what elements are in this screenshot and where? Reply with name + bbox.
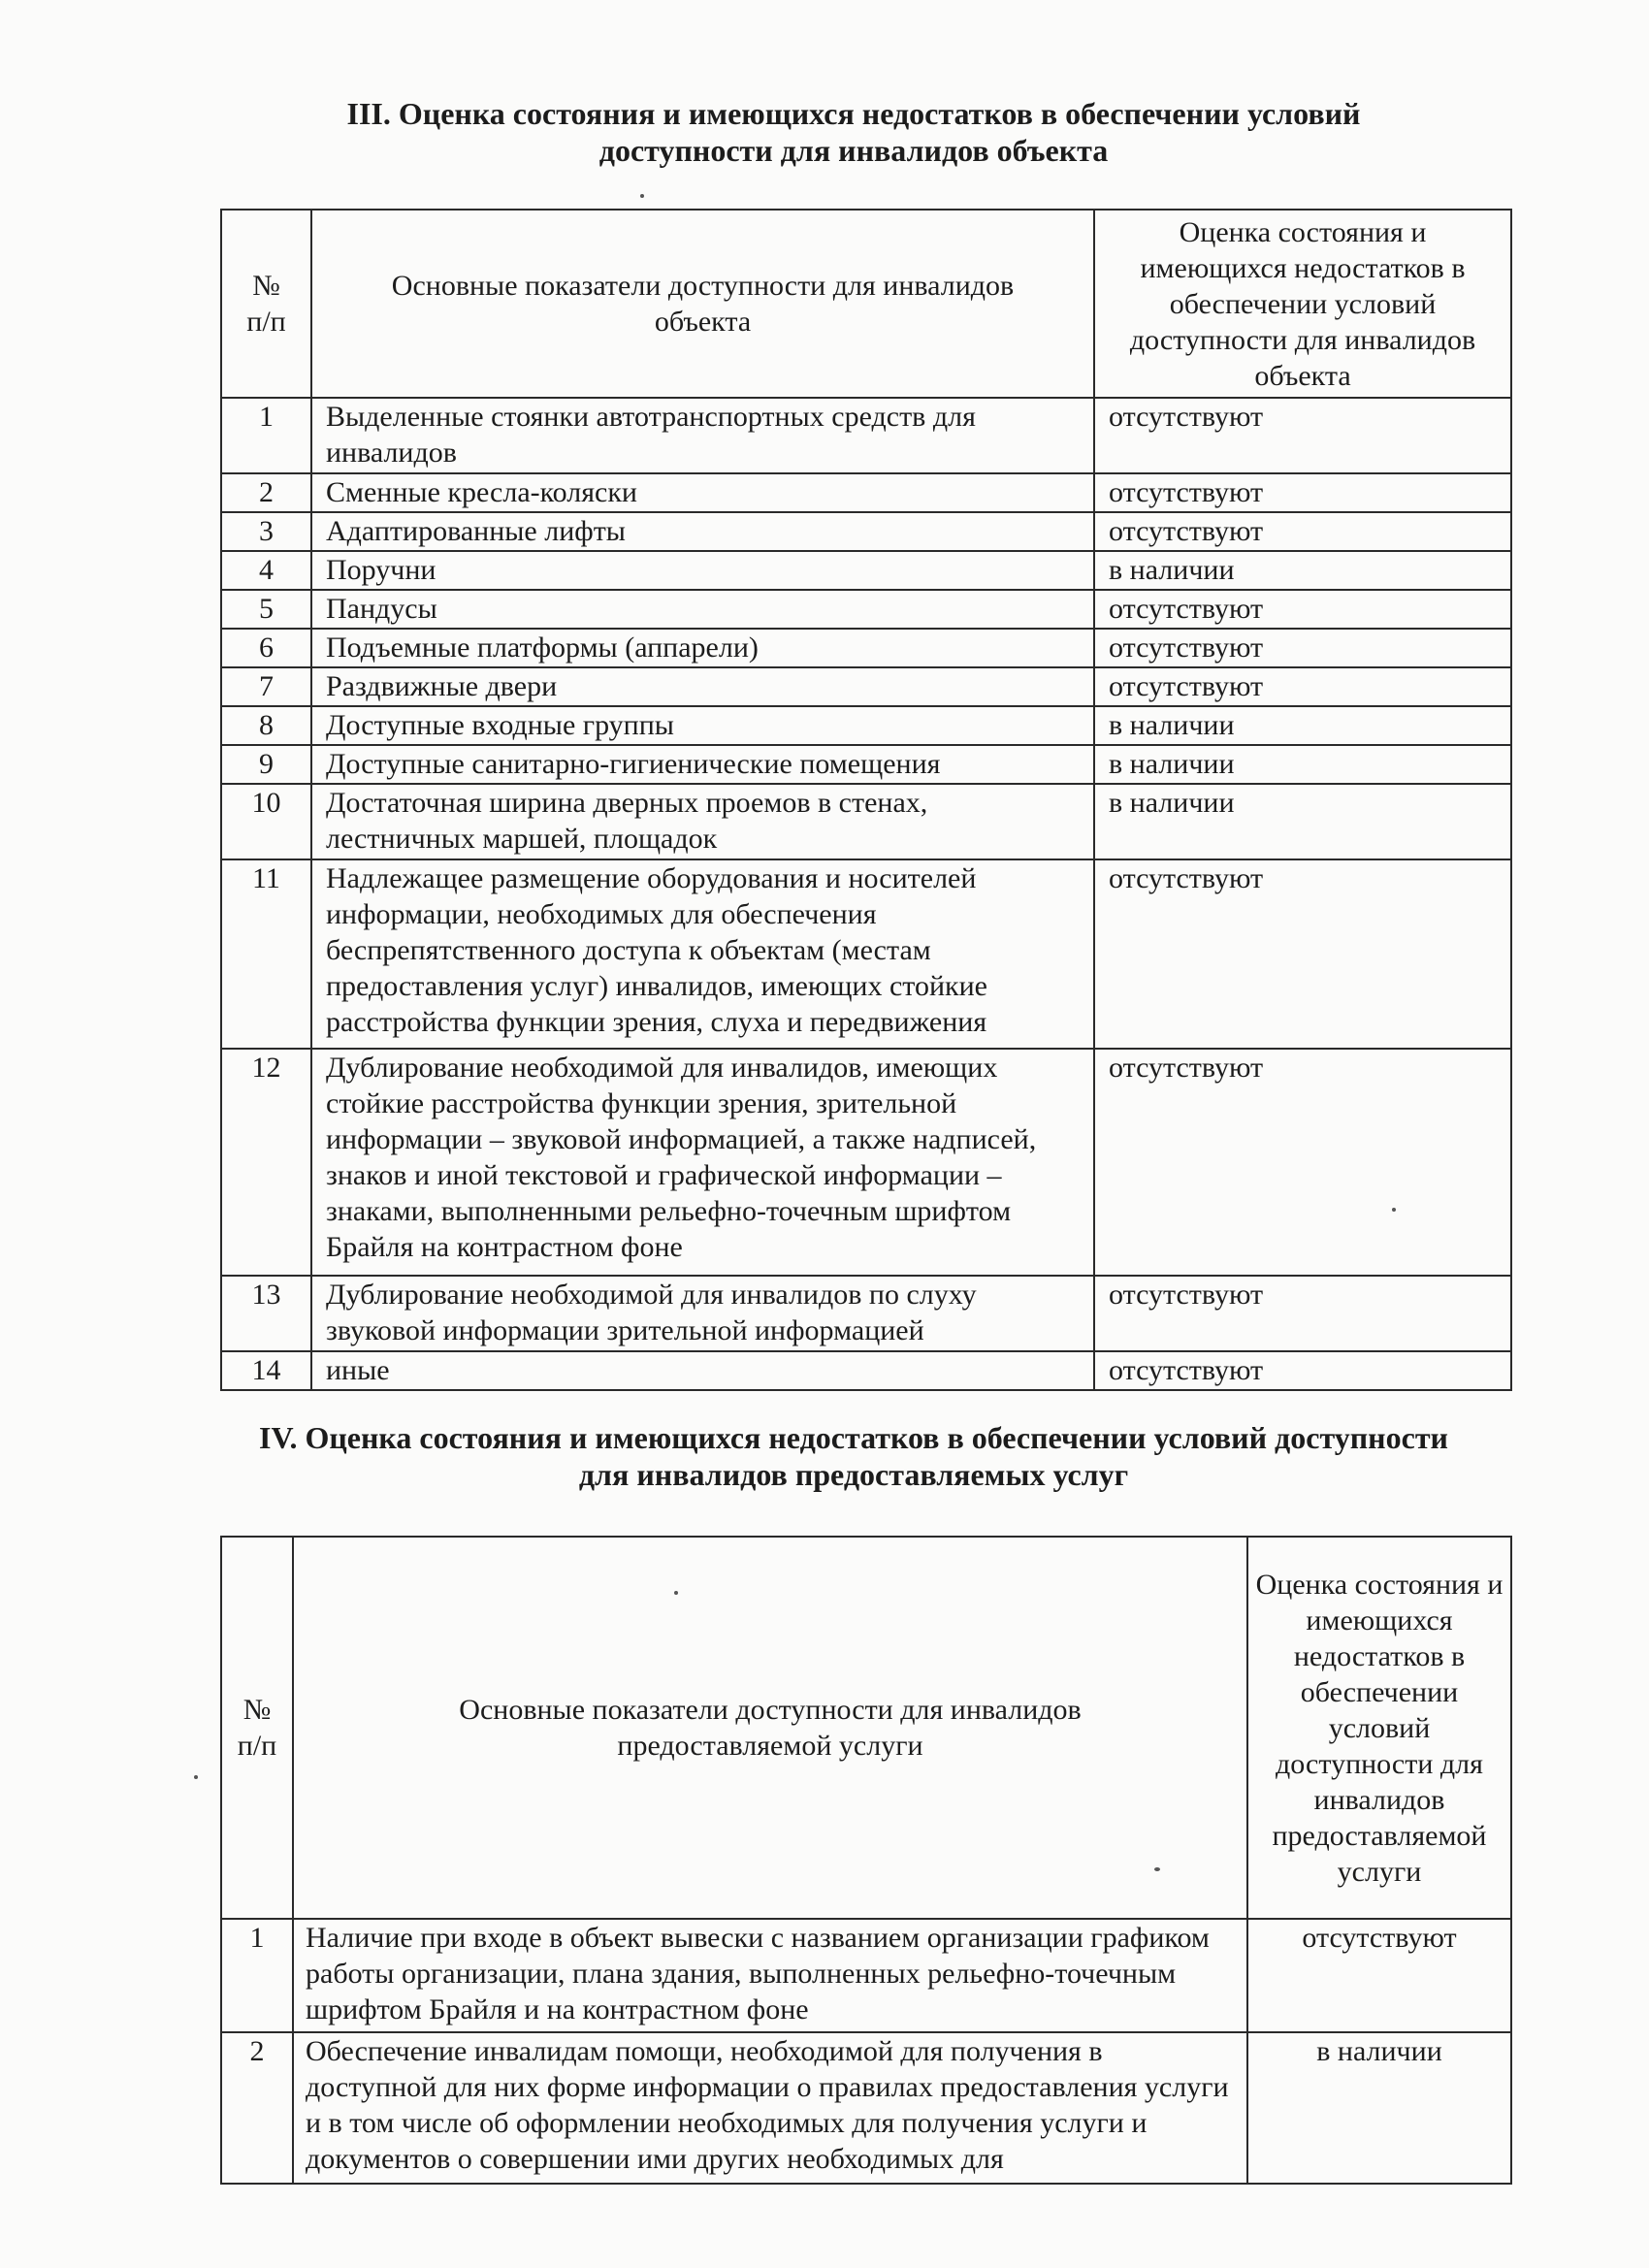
row-status: в наличии (1094, 745, 1511, 784)
table-row (221, 398, 1511, 473)
row-indicator: Выделенные стоянки автотранспортных средств для инвалидов (311, 398, 1094, 473)
row-indicator: Поручни (311, 551, 1094, 590)
table-row (221, 1919, 1511, 2032)
row-indicator: Достаточная ширина дверных проемов в стенах, лестничных маршей, площадок (311, 784, 1094, 859)
row-number: 4 (221, 551, 311, 590)
section-3-title-line-2: доступности для инвалидов объекта (598, 133, 1109, 168)
row-status: отсутствуют (1094, 667, 1511, 706)
section-4-title-line-2: для инвалидов предоставляемых услуг (578, 1457, 1129, 1492)
table-row (221, 667, 1511, 706)
section-4-title-line-1: IV. Оценка состояния и имеющихся недостатков в обеспечении условий доступности (259, 1420, 1448, 1455)
row-indicator: Подъемные платформы (аппарели) (311, 629, 1094, 667)
row-status: отсутствуют (1094, 512, 1511, 551)
row-number: 2 (221, 2032, 293, 2184)
row-status: отсутствуют (1094, 629, 1511, 667)
object-accessibility-table (220, 209, 1512, 1391)
row-status: в наличии (1094, 784, 1511, 859)
scan-speck (1154, 1867, 1160, 1871)
table-row (221, 1049, 1511, 1276)
scan-speck (194, 1775, 198, 1779)
row-indicator: иные (311, 1351, 1094, 1390)
row-indicator: Дублирование необходимой для инвалидов, имеющих стойкие расстройства функции зрения, зрительной информации – звуковой информацией, а также надписей, знаков и иной текстовой и графической информации – знаками, выполненными рельефно-точечным шрифтом Брайля на контрастном фоне (311, 1049, 1094, 1276)
row-number: 5 (221, 590, 311, 629)
table-row (221, 551, 1511, 590)
row-status: отсутствуют (1094, 1049, 1511, 1276)
scan-speck (640, 194, 644, 198)
row-indicator: Дублирование необходимой для инвалидов по слуху звуковой информации зрительной информацией (311, 1276, 1094, 1351)
table-row (221, 512, 1511, 551)
row-status: отсутствуют (1094, 859, 1511, 1049)
section-3-title (175, 95, 1533, 169)
table-row (221, 1351, 1511, 1390)
row-status: отсутствуют (1094, 590, 1511, 629)
row-number: 1 (221, 1919, 293, 2032)
table-row (221, 2032, 1511, 2184)
row-number: 7 (221, 667, 311, 706)
header-indicator: Основные показатели доступности для инвалидов объекта (311, 210, 1094, 398)
row-status: в наличии (1247, 2032, 1511, 2184)
row-number: 8 (221, 706, 311, 745)
header-assessment: Оценка состояния и имеющихся недостатков в обеспечении условий доступности для инвалидов предоставляемой услуги (1247, 1537, 1511, 1919)
table-row (221, 745, 1511, 784)
row-indicator: Доступные входные группы (311, 706, 1094, 745)
table-header-row (221, 1537, 1511, 1919)
row-status: отсутствуют (1094, 1351, 1511, 1390)
table-header-row (221, 210, 1511, 398)
row-indicator: Пандусы (311, 590, 1094, 629)
section-3-title-line-1: III. Оценка состояния и имеющихся недостатков в обеспечении условий (346, 96, 1361, 131)
row-number: 12 (221, 1049, 311, 1276)
row-indicator: Доступные санитарно-гигиенические помещения (311, 745, 1094, 784)
header-number: № п/п (221, 1537, 293, 1919)
table-row (221, 629, 1511, 667)
section-4-title (175, 1419, 1533, 1493)
header-assessment: Оценка состояния и имеющихся недостатков в обеспечении условий доступности для инвалидов объекта (1094, 210, 1511, 398)
table-row (221, 706, 1511, 745)
row-indicator: Наличие при входе в объект вывески с названием организации графиком работы организации, плана здания, выполненных рельефно-точечным шрифтом Брайля и на контрастном фоне (293, 1919, 1247, 2032)
row-number: 9 (221, 745, 311, 784)
row-number: 1 (221, 398, 311, 473)
row-status: отсутствуют (1094, 1276, 1511, 1351)
row-status: отсутствуют (1247, 1919, 1511, 2032)
table-row (221, 473, 1511, 512)
scan-speck (1392, 1208, 1396, 1212)
row-number: 14 (221, 1351, 311, 1390)
row-number: 11 (221, 859, 311, 1049)
service-accessibility-table (220, 1536, 1512, 2185)
row-indicator: Обеспечение инвалидам помощи, необходимой для получения в доступной для них форме информации о правилах предоставления услуги и в том числе об оформлении необходимых для получения услуги и документов о совершении ими других необходимых для (293, 2032, 1247, 2184)
row-indicator: Сменные кресла-коляски (311, 473, 1094, 512)
row-status: отсутствуют (1094, 473, 1511, 512)
row-number: 3 (221, 512, 311, 551)
row-status: в наличии (1094, 551, 1511, 590)
header-indicator: Основные показатели доступности для инвалидов предоставляемой услуги (293, 1537, 1247, 1919)
row-indicator: Адаптированные лифты (311, 512, 1094, 551)
row-status: отсутствуют (1094, 398, 1511, 473)
row-number: 6 (221, 629, 311, 667)
row-number: 2 (221, 473, 311, 512)
table-row (221, 784, 1511, 859)
row-number: 13 (221, 1276, 311, 1351)
header-number: № п/п (221, 210, 311, 398)
row-indicator: Раздвижные двери (311, 667, 1094, 706)
row-number: 10 (221, 784, 311, 859)
scan-speck (674, 1591, 678, 1595)
table-row (221, 859, 1511, 1049)
table-row (221, 590, 1511, 629)
row-status: в наличии (1094, 706, 1511, 745)
table-row (221, 1276, 1511, 1351)
row-indicator: Надлежащее размещение оборудования и носителей информации, необходимых для обеспечения беспрепятственного доступа к объектам (местам предоставления услуг) инвалидов, имеющих стойкие расстройства функции зрения, слуха и передвижения (311, 859, 1094, 1049)
